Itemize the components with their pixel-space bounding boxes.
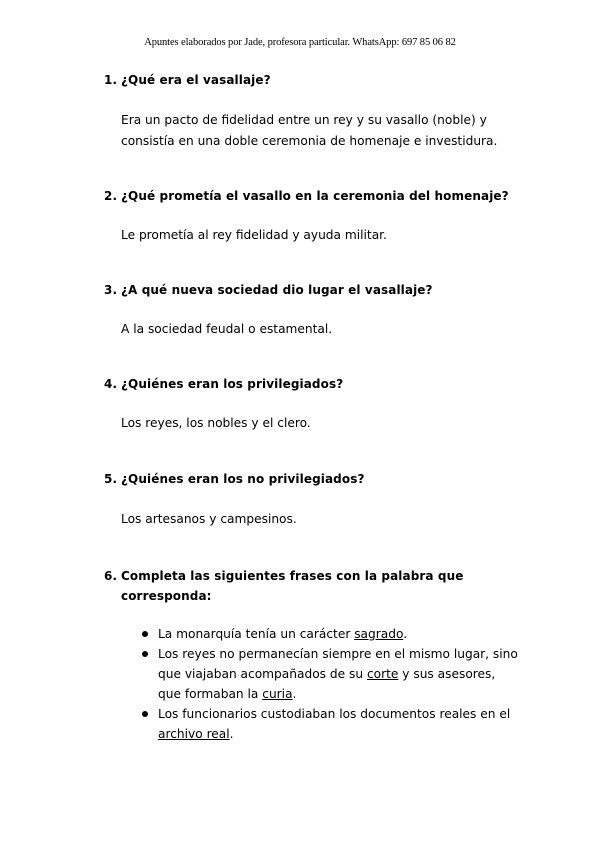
question-text: ¿Quiénes eran los privilegiados? — [121, 377, 344, 391]
question-number: 3. — [104, 283, 118, 297]
bullet-item — [140, 704, 520, 744]
question-number: 5. — [104, 472, 118, 486]
bullet-icon — [142, 651, 148, 657]
answer-1: Era un pacto de fidelidad entre un rey y su vasallo (noble) y consistía en una doble ceremonia de homenaje e investidura. — [121, 113, 498, 148]
question-number: 4. — [104, 377, 118, 391]
answer-3: A la sociedad feudal o estamental. — [121, 322, 333, 336]
question-text: ¿Qué prometía el vasallo en la ceremonia del homenaje? — [121, 189, 509, 203]
answer-4: Los reyes, los nobles y el clero. — [121, 416, 311, 430]
bullet-text: . — [229, 727, 234, 741]
question-6 — [104, 566, 524, 606]
bullet-text: La monarquía tenía un carácter — [158, 627, 355, 641]
bullet-item — [140, 644, 520, 704]
question-number: 1. — [104, 73, 118, 87]
question-text: Completa las siguientes frases con la palabra que corresponda: — [121, 569, 464, 603]
question-text: ¿Qué era el vasallaje? — [121, 73, 271, 87]
bullet-item — [140, 624, 520, 644]
question-4 — [104, 377, 524, 391]
question-text: ¿Quiénes eran los no privilegiados? — [121, 472, 365, 486]
underlined-answer: curia — [262, 687, 293, 701]
bullet-text: y sus asesores, que formaban la — [158, 667, 496, 701]
question-number: 2. — [104, 189, 118, 203]
page-header: Apuntes elaborados por Jade, profesora particular. WhatsApp: 697 85 06 82 — [144, 37, 456, 48]
answer-5: Los artesanos y campesinos. — [121, 512, 297, 526]
question-text: ¿A qué nueva sociedad dio lugar el vasallaje? — [121, 283, 433, 297]
bullet-text: Los funcionarios custodiaban los documentos reales en el — [158, 707, 511, 721]
underlined-answer: archivo real — [158, 727, 230, 741]
bullet-icon — [142, 631, 148, 637]
bullet-text: . — [292, 687, 297, 701]
question-number: 6. — [104, 569, 118, 583]
question-1 — [104, 73, 524, 87]
bullet-text: Los reyes no permanecían siempre en el mismo lugar, sino que viajaban acompañados de su — [158, 647, 518, 681]
underlined-answer: corte — [366, 667, 399, 681]
bullet-icon — [142, 711, 148, 717]
answer-2: Le prometía al rey fidelidad y ayuda militar. — [121, 228, 387, 242]
question-5 — [104, 472, 524, 486]
underlined-answer: sagrado — [354, 627, 404, 641]
answer-6-bullet-list — [140, 624, 520, 744]
question-3 — [104, 283, 524, 297]
question-2 — [104, 189, 524, 203]
bullet-text: . — [403, 627, 408, 641]
